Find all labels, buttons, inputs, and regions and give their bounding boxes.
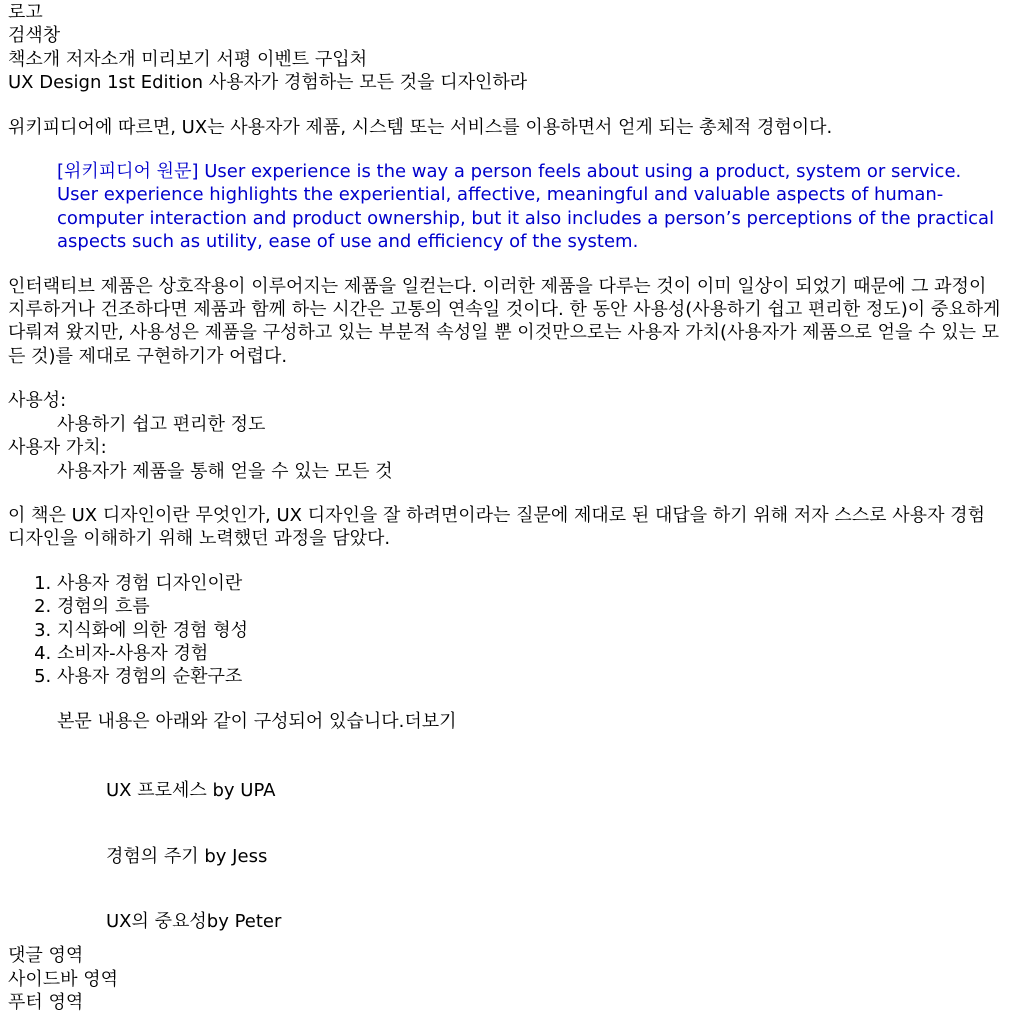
body-paragraph: 인터랙티브 제품은 상호작용이 이루어지는 제품을 일컫는다. 이러한 제품을 다루는 것이 이미 일상이 되었기 때문에 그 과정이 지루하거나 건조하다면 제품과 함께 하는 시간은 고통의 연속일 것이다. 한 동안 사용성(사용하기 쉽고 편리한 정도)이 중요하게 다뤄져 왔지만, 사용성은 제품을 구성하고 있는 부분적 속성일 뿐 이것만으로는 사용자 가치(사용자가 제품으로 얻을 수 있는 모든 것)를 제대로 구현하기가 어렵다. xyxy=(8,275,1001,367)
definition-desc: 사용자가 제품을 통해 얻을 수 있는 모든 것 xyxy=(57,460,393,482)
list-item: 2. 경험의 흐름 xyxy=(57,595,1003,618)
nav-item-book-intro[interactable]: 책소개 xyxy=(8,48,61,70)
definition-term: 사용자 가치: xyxy=(8,437,107,459)
chapter-list xyxy=(8,572,1003,689)
main-nav xyxy=(8,48,1003,71)
intro-paragraph: 위키피디어에 따르면, UX는 사용자가 제품, 시스템 또는 서비스를 이용하면서 얻게 되는 총체적 경험이다. xyxy=(8,116,833,138)
process-item-upa: UX 프로세스 by UPA xyxy=(106,780,276,802)
page xyxy=(8,1,1003,1015)
list-item: 1. 사용자 경험 디자인이란 xyxy=(57,572,1003,595)
more-text: 본문 내용은 아래와 같이 구성되어 있습니다. xyxy=(57,710,405,732)
footer-region: 푸터 영역 xyxy=(8,992,84,1014)
definition-desc: 사용하기 쉽고 편리한 정도 xyxy=(57,413,266,435)
nav-item-purchase[interactable]: 구입처 xyxy=(314,48,368,70)
more-paragraph xyxy=(57,710,1003,733)
nav-item-author-intro[interactable]: 저자소개 xyxy=(65,48,136,70)
definition-list xyxy=(8,389,1003,483)
logo[interactable]: 로고 xyxy=(8,2,43,23)
definition-term: 사용성: xyxy=(8,390,67,412)
list-item: 3. 지식화에 의한 경험 형성 xyxy=(57,619,1003,642)
process-item-jess: 경험의 주기 by Jess xyxy=(106,845,268,867)
list-item: 5. 사용자 경험의 순환구조 xyxy=(57,665,1003,688)
nav-item-event[interactable]: 이벤트 xyxy=(257,48,310,70)
comments-region: 댓글 영역 xyxy=(8,945,84,967)
article xyxy=(8,116,1003,934)
more-link[interactable]: 더보기 xyxy=(404,710,457,732)
bottom-regions xyxy=(8,944,1003,1014)
nav-item-preview[interactable]: 미리보기 xyxy=(141,48,211,70)
search-box[interactable]: 검색창 xyxy=(8,25,61,47)
page-title: UX Design 1st Edition 사용자가 경험하는 모든 것을 디자인하라 xyxy=(8,72,528,94)
list-item: 4. 소비자-사용자 경험 xyxy=(57,642,1003,665)
sidebar-region: 사이드바 영역 xyxy=(8,968,119,990)
header xyxy=(8,1,1003,95)
process-item-peter: UX의 중요성by Peter xyxy=(106,910,282,932)
summary-paragraph: 이 책은 UX 디자인이란 무엇인가, UX 디자인을 잘 하려면이라는 질문에 제대로 된 대답을 하기 위해 저자 스스로 사용자 경험 디자인을 이해하기 위해 노력했던 과정을 담았다. xyxy=(8,504,985,550)
wikipedia-quote: [위키피디어 원문] User experience is the way a person feels about using a product, system or service. User experience highlights the experiential, affective, meaningful and valuable aspects of human-computer interaction and product ownership, but it also includes a person’s perceptions of the practical aspects such as utility, ease of use and efficiency of the system. xyxy=(57,161,995,253)
nav-item-review[interactable]: 서평 xyxy=(216,48,252,70)
